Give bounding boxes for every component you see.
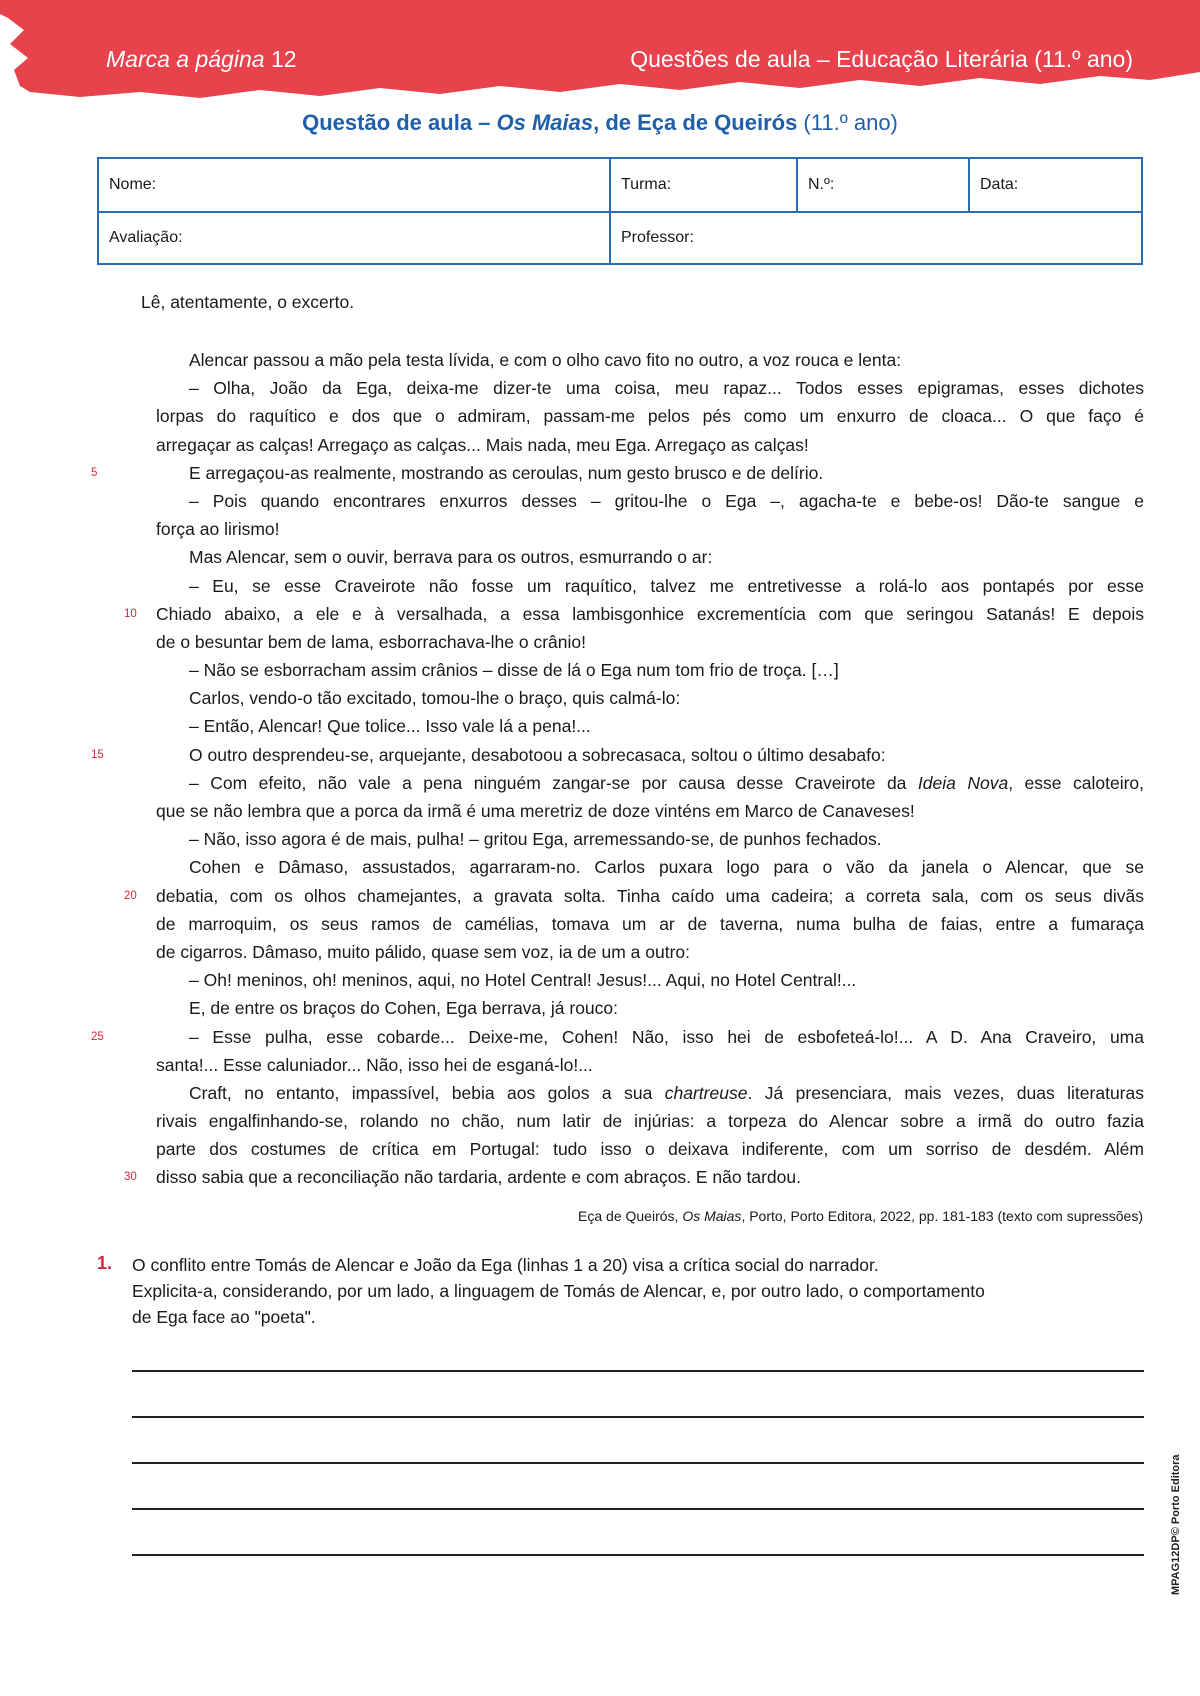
excerpt-line: rivais engalfinhando-se, rolando no chão, num latir de injúrias: a torpeza do Alencar sobre a irmã do outro fazia bbox=[156, 1111, 1144, 1132]
answer-line[interactable] bbox=[132, 1462, 1144, 1464]
excerpt bbox=[91, 346, 1145, 1192]
answer-line[interactable] bbox=[132, 1508, 1144, 1510]
excerpt-line: 20 debatia, com os olhos chamejantes, a gravata solta. Tinha caído uma cadeira; a correta sala, com os seus divãs bbox=[156, 882, 1144, 910]
publisher-code: MPAG12DP© Porto Editora bbox=[1170, 1454, 1182, 1595]
excerpt-line: parte dos costumes de crítica em Portugal: tudo isso o deixava indiferente, com um sorriso de desdém. Além bbox=[156, 1139, 1144, 1160]
question-line: de Ega face ao "poeta". bbox=[132, 1307, 316, 1327]
excerpt-line: santa!... Esse caluniador... Não, isso hei de esganá-lo!... bbox=[156, 1054, 593, 1075]
excerpt-line: – Com efeito, não vale a pena ninguém zangar-se por causa desse Craveirote da Ideia Nova, esse caloteiro, bbox=[189, 772, 1145, 793]
excerpt-line: – Olha, João da Ega, deixa-me dizer-te uma coisa, meu rapaz... Todos esses epigramas, esses dichotes bbox=[189, 378, 1144, 399]
question-number: 1. bbox=[97, 1253, 113, 1273]
excerpt-line: – Então, Alencar! Que tolice... Isso vale lá a pena!... bbox=[189, 716, 591, 737]
answer-line[interactable] bbox=[132, 1416, 1144, 1418]
excerpt-line: de o besuntar bem de lama, esborrachava-lhe o crânio! bbox=[156, 631, 586, 652]
excerpt-line: 25 – Esse pulha, esse cobarde... Deixe-me, Cohen! Não, isso hei de esbofeteá-lo!... A D. Ana Craveiro, uma bbox=[156, 1023, 1144, 1051]
excerpt-line: – Pois quando encontrares enxurros desses – gritou-lhe o Ega –, agacha-te e bebe-os! Dão-te sangue e bbox=[189, 490, 1144, 511]
answer-line[interactable] bbox=[132, 1554, 1144, 1556]
excerpt-line: 10 Chiado abaixo, a ele e à versalhada, a essa lambisgonhice excrementícia com que seringou Satanás! E depois bbox=[156, 600, 1144, 628]
line-number: 25 bbox=[91, 1030, 104, 1043]
excerpt-line: lorpas do raquítico e dos que o admiram, passam-me pelos pés como um enxurro de cloaca... O que faço é bbox=[156, 406, 1144, 427]
excerpt-line: Craft, no entanto, impassível, bebia aos golos a sua chartreuse. Já presenciara, mais vezes, duas literaturas bbox=[189, 1082, 1144, 1103]
excerpt-line: – Não, isso agora é de mais, pulha! – gritou Ega, arremessando-se, de punhos fechados. bbox=[189, 829, 882, 850]
excerpt-line: Mas Alencar, sem o ouvir, berrava para os outros, esmurrando o ar: bbox=[189, 547, 713, 568]
answer-line[interactable] bbox=[132, 1370, 1144, 1372]
class-field[interactable]: Turma: bbox=[610, 158, 797, 212]
excerpt-line: de cigarros. Dâmaso, muito pálido, quase sem voz, ia de um a outro: bbox=[156, 941, 691, 962]
evaluation-field[interactable]: Avaliação: bbox=[98, 212, 610, 264]
excerpt-line: arregaçar as calças! Arregaço as calças... Mais nada, meu Ega. Arregaço as calças! bbox=[156, 434, 809, 455]
excerpt-line: Alencar passou a mão pela testa lívida, e com o olho cavo fito no outro, a voz rouca e lenta: bbox=[189, 350, 902, 370]
instruction-text: Lê, atentamente, o excerto. bbox=[141, 292, 355, 312]
line-number: 15 bbox=[91, 748, 104, 761]
excerpt-line: de marroquim, os seus ramos de camélias, tomava um ar de taverna, numa bulha de faias, entre a fumaraça bbox=[156, 913, 1144, 934]
excerpt-line: E, de entre os braços do Cohen, Ega berrava, já rouco: bbox=[189, 998, 619, 1019]
excerpt-line: 15 O outro desprendeu-se, arquejante, desabotoou a sobrecasaca, soltou o último desabafo: bbox=[156, 741, 1144, 769]
excerpt-line: – Oh! meninos, oh! meninos, aqui, no Hotel Central! Jesus!... Aqui, no Hotel Central!... bbox=[189, 970, 857, 991]
number-field[interactable]: N.º: bbox=[797, 158, 969, 212]
line-number: 10 bbox=[124, 607, 137, 620]
header-page-marker: Marca a página 12 bbox=[106, 46, 297, 72]
name-field[interactable]: Nome: bbox=[98, 158, 610, 212]
excerpt-line: Carlos, vendo-o tão excitado, tomou-lhe o braço, quis calmá-lo: bbox=[189, 688, 681, 709]
excerpt-line: – Eu, se esse Craveirote não fosse um raquítico, talvez me entretivesse a rolá-lo aos pontapés por esse bbox=[189, 575, 1144, 596]
header-section-title: Questões de aula – Educação Literária (11.º ano) bbox=[630, 46, 1133, 72]
question-text bbox=[132, 1252, 1132, 1330]
excerpt-line: 30 disso sabia que a reconciliação não tardaria, ardente e com abraços. E não tardou. bbox=[156, 1163, 1144, 1191]
question-line: Explicita-a, considerando, por um lado, a linguagem de Tomás de Alencar, e, por outro lado, o comportamento bbox=[132, 1281, 985, 1301]
line-number: 30 bbox=[124, 1171, 137, 1184]
excerpt-line: que se não lembra que a porca da irmã é uma meretriz de doze vinténs em Marco de Canaveses! bbox=[156, 801, 915, 821]
student-info-table bbox=[97, 157, 1143, 265]
excerpt-line: Cohen e Dâmaso, assustados, agarraram-no. Carlos puxara logo para o vão da janela o Alencar, que se bbox=[189, 857, 1144, 878]
line-number: 20 bbox=[124, 889, 137, 902]
date-field[interactable]: Data: bbox=[969, 158, 1142, 212]
question-line: O conflito entre Tomás de Alencar e João da Ega (linhas 1 a 20) visa a crítica social do narrador. bbox=[132, 1255, 879, 1275]
excerpt-line: – Não se esborracham assim crânios – disse de lá o Ega num tom frio de troça. […] bbox=[189, 660, 839, 681]
page-title: Questão de aula – Os Maias, de Eça de Queirós (11.º ano) bbox=[302, 110, 898, 135]
excerpt-line: 5 E arregaçou-as realmente, mostrando as ceroulas, num gesto brusco e de delírio. bbox=[156, 459, 1144, 487]
line-number: 5 bbox=[91, 466, 98, 479]
excerpt-line: força ao lirismo! bbox=[156, 519, 280, 540]
teacher-field[interactable]: Professor: bbox=[610, 212, 1142, 264]
source-citation: Eça de Queirós, Os Maias, Porto, Porto Editora, 2022, pp. 181-183 (texto com supressões) bbox=[578, 1208, 1143, 1224]
